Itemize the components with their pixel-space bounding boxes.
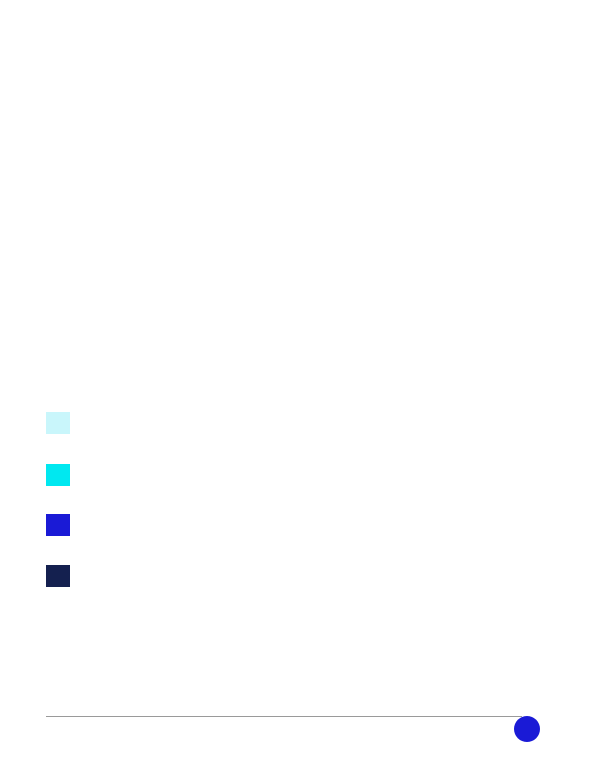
pie-charts [0, 0, 600, 320]
page-number-badge [514, 716, 540, 742]
footer-divider [46, 716, 522, 717]
stacked-bar-chart [0, 400, 600, 604]
